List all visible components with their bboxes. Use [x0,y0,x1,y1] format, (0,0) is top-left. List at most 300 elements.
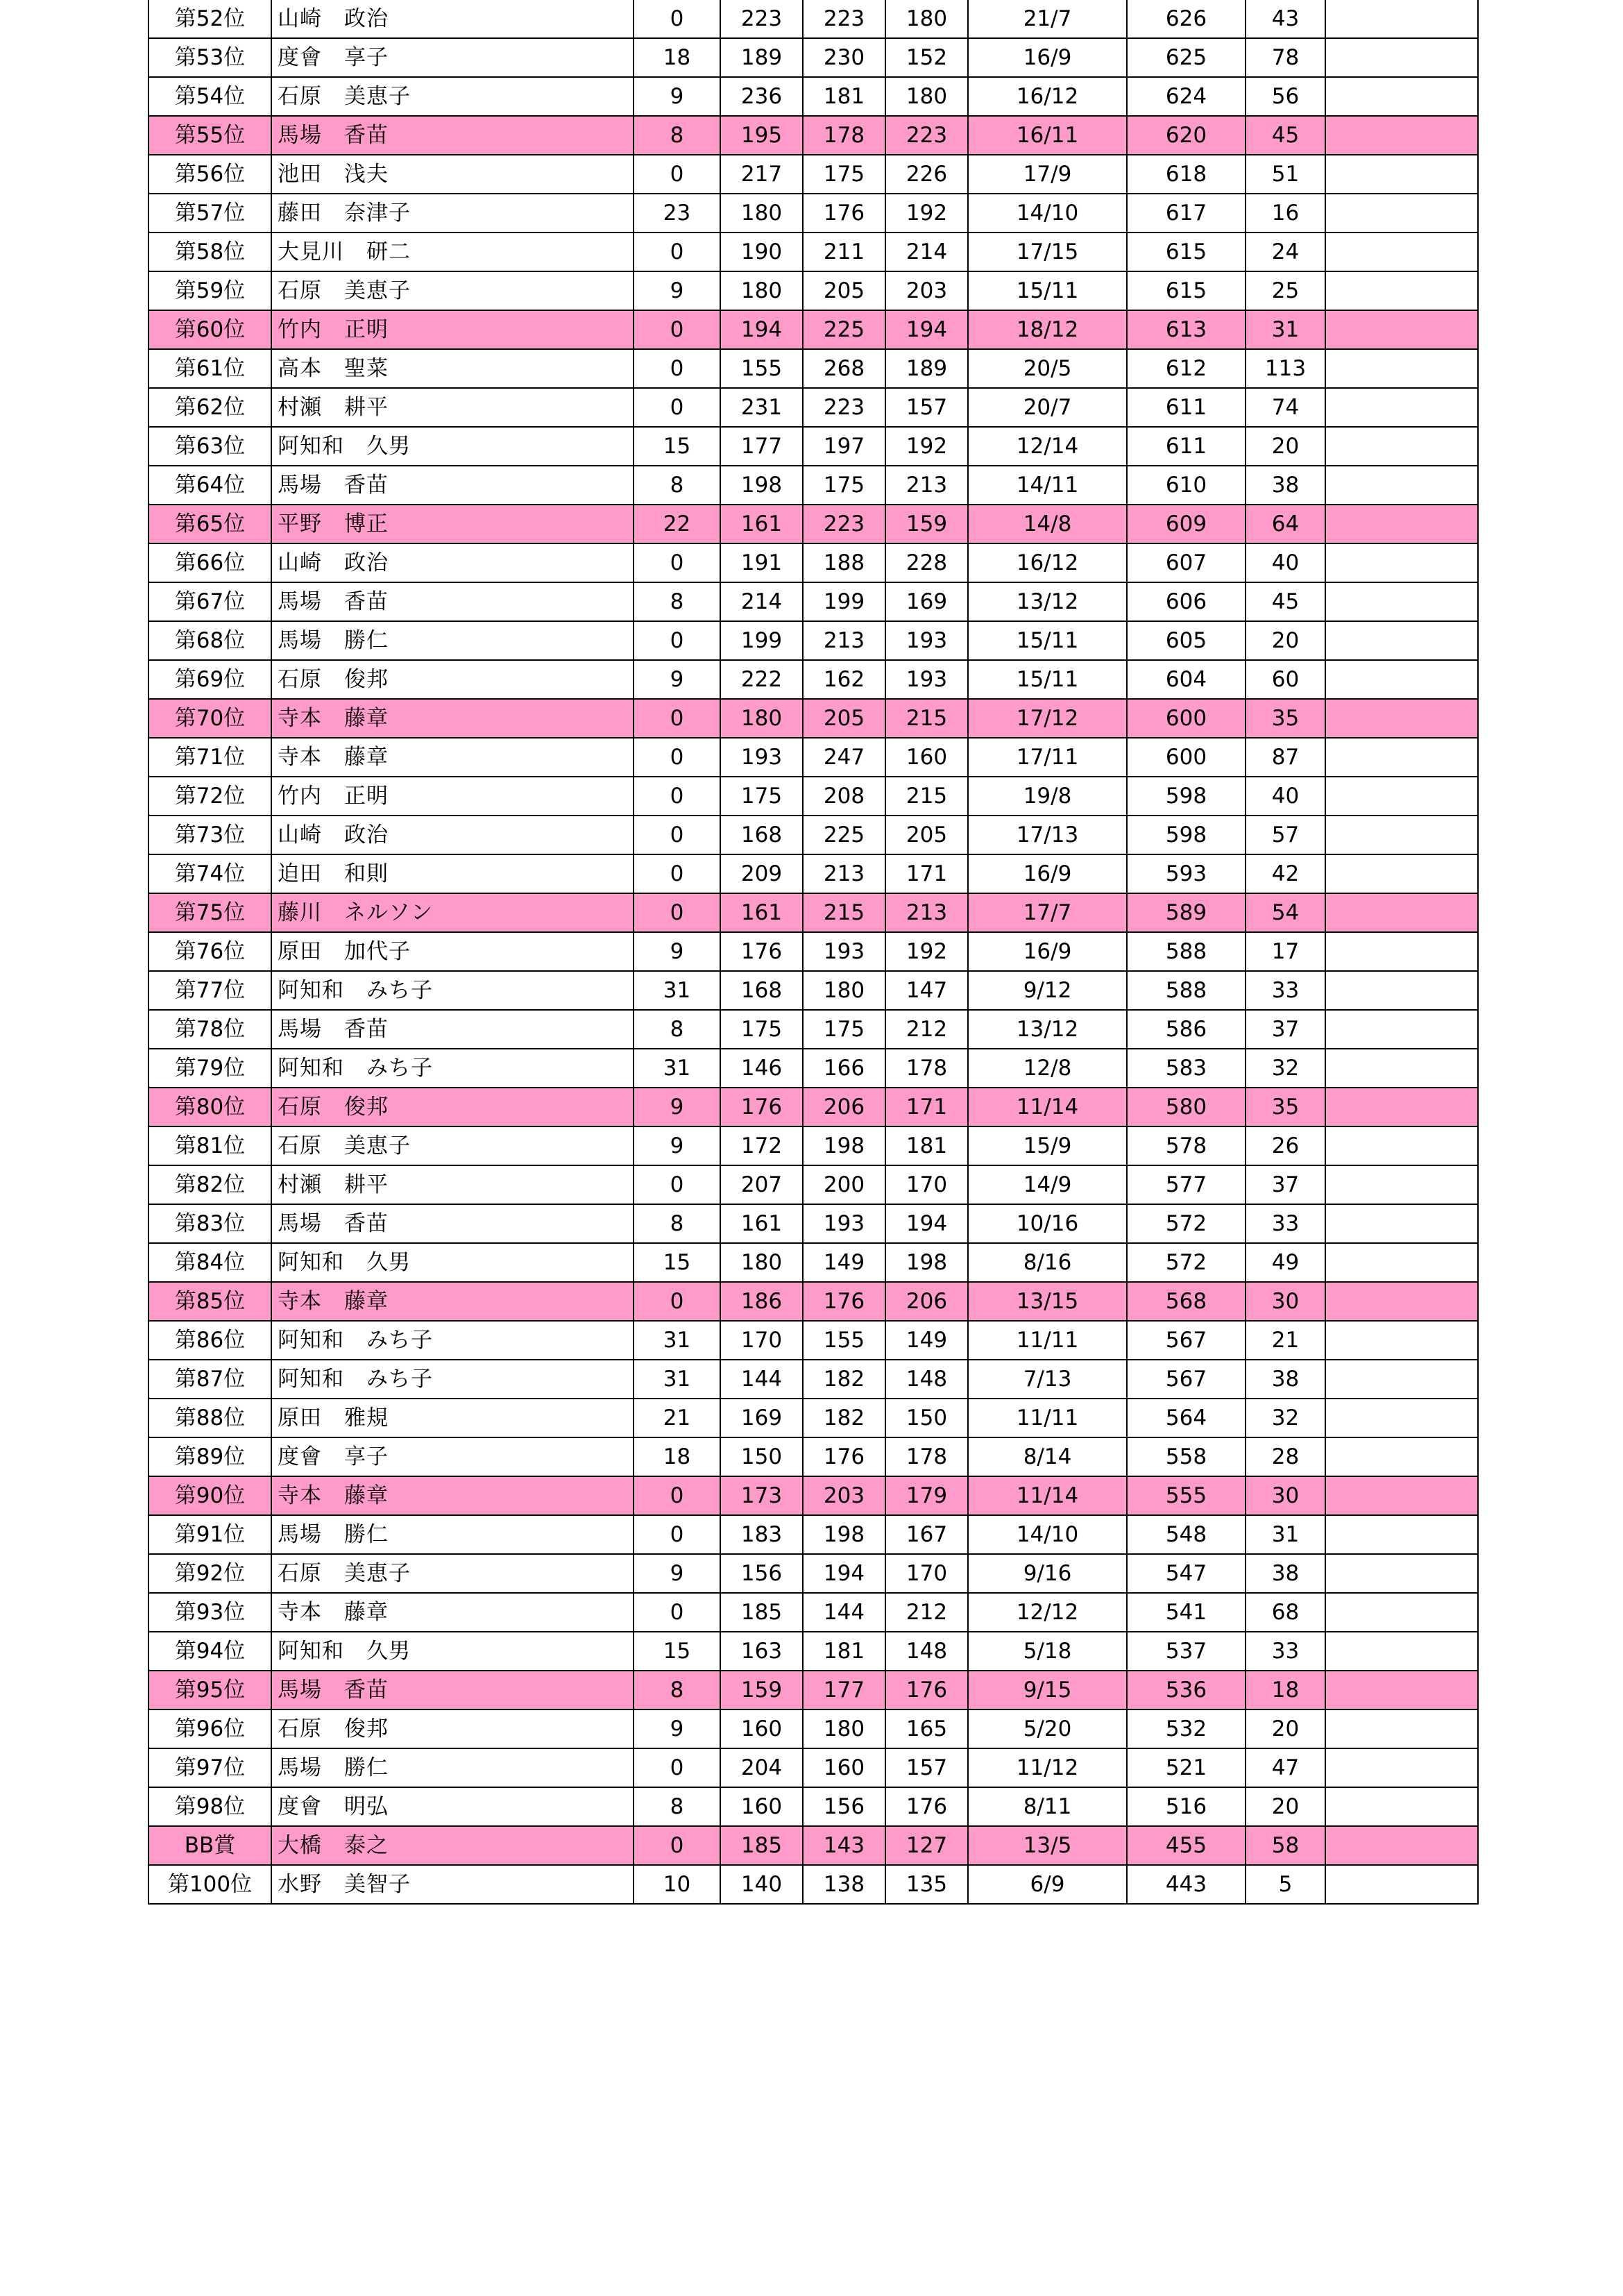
rank-cell: 第74位 [148,854,271,893]
high-low-diff-cell: 60 [1246,660,1325,699]
player-name-cell: 石原 美恵子 [271,271,634,310]
game3-score-cell: 176 [885,1787,968,1826]
game1-score-cell: 159 [720,1671,803,1710]
handicap-cell: 21 [634,1399,720,1437]
game2-score-cell: 175 [803,466,885,505]
remarks-cell [1325,349,1478,388]
rank-cell: 第73位 [148,816,271,854]
high-low-diff-cell: 20 [1246,427,1325,466]
game2-score-cell: 162 [803,660,885,699]
player-name-cell: 馬場 香苗 [271,116,634,155]
game3-score-cell: 159 [885,505,968,543]
game2-score-cell: 181 [803,1632,885,1671]
table-row [148,1748,1478,1787]
player-name-cell: 馬場 香苗 [271,1010,634,1049]
game3-score-cell: 165 [885,1710,968,1748]
game1-score-cell: 209 [720,854,803,893]
high-low-diff-cell: 40 [1246,777,1325,816]
game2-score-cell: 175 [803,1010,885,1049]
handicap-cell: 8 [634,582,720,621]
handicap-cell: 15 [634,1243,720,1282]
handicap-cell: 9 [634,1554,720,1593]
game3-score-cell: 213 [885,893,968,932]
handicap-cell: 9 [634,660,720,699]
player-name-cell: 大見川 研二 [271,233,634,271]
player-name-cell: 大橋 泰之 [271,1826,634,1865]
table-row [148,1399,1478,1437]
handicap-cell: 0 [634,1748,720,1787]
game1-score-cell: 180 [720,194,803,233]
high-low-diff-cell: 5 [1246,1865,1325,1904]
table-row [148,310,1478,349]
game1-score-cell: 173 [720,1476,803,1515]
table-row [148,1515,1478,1554]
rank-cell: 第71位 [148,738,271,777]
table-row [148,699,1478,738]
remarks-cell [1325,1593,1478,1632]
handicap-cell: 9 [634,932,720,971]
strike-spare-cell: 17/12 [968,699,1127,738]
high-low-diff-cell: 31 [1246,1515,1325,1554]
strike-spare-cell: 16/9 [968,38,1127,77]
strike-spare-cell: 14/8 [968,505,1127,543]
high-low-diff-cell: 37 [1246,1165,1325,1204]
strike-spare-cell: 18/12 [968,310,1127,349]
player-name-cell: 阿知和 みち子 [271,1049,634,1088]
total-score-cell: 589 [1127,893,1246,932]
game1-score-cell: 190 [720,233,803,271]
remarks-cell [1325,466,1478,505]
player-name-cell: 石原 俊邦 [271,1710,634,1748]
game1-score-cell: 214 [720,582,803,621]
remarks-cell [1325,1088,1478,1126]
high-low-diff-cell: 64 [1246,505,1325,543]
handicap-cell: 31 [634,971,720,1010]
high-low-diff-cell: 57 [1246,816,1325,854]
handicap-cell: 0 [634,854,720,893]
strike-spare-cell: 8/16 [968,1243,1127,1282]
table-row [148,427,1478,466]
strike-spare-cell: 5/18 [968,1632,1127,1671]
total-score-cell: 604 [1127,660,1246,699]
remarks-cell [1325,1710,1478,1748]
game2-score-cell: 215 [803,893,885,932]
game2-score-cell: 182 [803,1399,885,1437]
game2-score-cell: 156 [803,1787,885,1826]
high-low-diff-cell: 49 [1246,1243,1325,1282]
game3-score-cell: 170 [885,1165,968,1204]
player-name-cell: 石原 美恵子 [271,1554,634,1593]
remarks-cell [1325,660,1478,699]
rank-cell: 第52位 [148,0,271,38]
handicap-cell: 0 [634,1165,720,1204]
table-row [148,0,1478,38]
strike-spare-cell: 13/12 [968,582,1127,621]
table-row [148,1204,1478,1243]
rank-cell: 第62位 [148,388,271,427]
game3-score-cell: 228 [885,543,968,582]
strike-spare-cell: 12/12 [968,1593,1127,1632]
table-row [148,1710,1478,1748]
game1-score-cell: 168 [720,816,803,854]
table-row [148,1593,1478,1632]
handicap-cell: 0 [634,777,720,816]
handicap-cell: 8 [634,1787,720,1826]
player-name-cell: 石原 俊邦 [271,660,634,699]
player-name-cell: 度會 明弘 [271,1787,634,1826]
handicap-cell: 0 [634,816,720,854]
game3-score-cell: 149 [885,1321,968,1360]
rank-cell: BB賞 [148,1826,271,1865]
strike-spare-cell: 14/10 [968,194,1127,233]
game3-score-cell: 193 [885,621,968,660]
rank-cell: 第93位 [148,1593,271,1632]
total-score-cell: 567 [1127,1360,1246,1399]
strike-spare-cell: 7/13 [968,1360,1127,1399]
strike-spare-cell: 11/14 [968,1088,1127,1126]
remarks-cell [1325,582,1478,621]
rank-cell: 第92位 [148,1554,271,1593]
table-row [148,582,1478,621]
total-score-cell: 568 [1127,1282,1246,1321]
game1-score-cell: 222 [720,660,803,699]
table-row [148,1049,1478,1088]
remarks-cell [1325,1826,1478,1865]
player-name-cell: 寺本 藤章 [271,1593,634,1632]
rank-cell: 第95位 [148,1671,271,1710]
high-low-diff-cell: 20 [1246,1710,1325,1748]
high-low-diff-cell: 45 [1246,582,1325,621]
remarks-cell [1325,0,1478,38]
total-score-cell: 605 [1127,621,1246,660]
high-low-diff-cell: 58 [1246,1826,1325,1865]
table-row [148,816,1478,854]
game2-score-cell: 176 [803,1282,885,1321]
total-score-cell: 609 [1127,505,1246,543]
game1-score-cell: 175 [720,1010,803,1049]
handicap-cell: 8 [634,116,720,155]
rank-cell: 第61位 [148,349,271,388]
strike-spare-cell: 19/8 [968,777,1127,816]
table-row [148,777,1478,816]
total-score-cell: 600 [1127,699,1246,738]
rank-cell: 第60位 [148,310,271,349]
high-low-diff-cell: 87 [1246,738,1325,777]
handicap-cell: 31 [634,1360,720,1399]
table-row [148,971,1478,1010]
game3-score-cell: 171 [885,854,968,893]
game2-score-cell: 223 [803,388,885,427]
remarks-cell [1325,932,1478,971]
game2-score-cell: 206 [803,1088,885,1126]
rank-cell: 第70位 [148,699,271,738]
game3-score-cell: 160 [885,738,968,777]
player-name-cell: 村瀬 耕平 [271,1165,634,1204]
game3-score-cell: 214 [885,233,968,271]
table-row [148,505,1478,543]
total-score-cell: 625 [1127,38,1246,77]
game1-score-cell: 194 [720,310,803,349]
player-name-cell: 山崎 政治 [271,543,634,582]
table-row [148,543,1478,582]
remarks-cell [1325,38,1478,77]
rank-cell: 第63位 [148,427,271,466]
rank-cell: 第84位 [148,1243,271,1282]
table-row [148,854,1478,893]
game3-score-cell: 148 [885,1632,968,1671]
game1-score-cell: 193 [720,738,803,777]
game3-score-cell: 170 [885,1554,968,1593]
table-row [148,1476,1478,1515]
game1-score-cell: 150 [720,1437,803,1476]
total-score-cell: 572 [1127,1204,1246,1243]
total-score-cell: 611 [1127,388,1246,427]
game1-score-cell: 168 [720,971,803,1010]
rank-cell: 第78位 [148,1010,271,1049]
total-score-cell: 610 [1127,466,1246,505]
handicap-cell: 0 [634,0,720,38]
rank-cell: 第58位 [148,233,271,271]
remarks-cell [1325,816,1478,854]
table-row [148,621,1478,660]
game1-score-cell: 161 [720,1204,803,1243]
handicap-cell: 22 [634,505,720,543]
high-low-diff-cell: 32 [1246,1049,1325,1088]
game2-score-cell: 230 [803,38,885,77]
table-row [148,1243,1478,1282]
game2-score-cell: 211 [803,233,885,271]
strike-spare-cell: 17/13 [968,816,1127,854]
rank-cell: 第88位 [148,1399,271,1437]
rank-cell: 第72位 [148,777,271,816]
handicap-cell: 9 [634,1126,720,1165]
rank-cell: 第79位 [148,1049,271,1088]
total-score-cell: 443 [1127,1865,1246,1904]
handicap-cell: 15 [634,427,720,466]
player-name-cell: 藤川 ネルソン [271,893,634,932]
remarks-cell [1325,1282,1478,1321]
game1-score-cell: 207 [720,1165,803,1204]
game1-score-cell: 198 [720,466,803,505]
high-low-diff-cell: 42 [1246,854,1325,893]
total-score-cell: 541 [1127,1593,1246,1632]
high-low-diff-cell: 51 [1246,155,1325,194]
total-score-cell: 613 [1127,310,1246,349]
total-score-cell: 593 [1127,854,1246,893]
strike-spare-cell: 16/12 [968,543,1127,582]
game1-score-cell: 161 [720,505,803,543]
remarks-cell [1325,1243,1478,1282]
table-row [148,932,1478,971]
results-table [148,0,1479,1905]
remarks-cell [1325,233,1478,271]
high-low-diff-cell: 32 [1246,1399,1325,1437]
player-name-cell: 馬場 勝仁 [271,621,634,660]
strike-spare-cell: 20/5 [968,349,1127,388]
strike-spare-cell: 8/11 [968,1787,1127,1826]
game3-score-cell: 157 [885,388,968,427]
table-row [148,349,1478,388]
game2-score-cell: 205 [803,271,885,310]
rank-cell: 第68位 [148,621,271,660]
game3-score-cell: 212 [885,1593,968,1632]
player-name-cell: 寺本 藤章 [271,1476,634,1515]
table-row [148,77,1478,116]
strike-spare-cell: 10/16 [968,1204,1127,1243]
high-low-diff-cell: 113 [1246,349,1325,388]
remarks-cell [1325,1010,1478,1049]
strike-spare-cell: 6/9 [968,1865,1127,1904]
rank-cell: 第89位 [148,1437,271,1476]
remarks-cell [1325,699,1478,738]
game1-score-cell: 156 [720,1554,803,1593]
game3-score-cell: 169 [885,582,968,621]
game3-score-cell: 180 [885,77,968,116]
game2-score-cell: 178 [803,116,885,155]
game3-score-cell: 215 [885,777,968,816]
handicap-cell: 15 [634,1632,720,1671]
game1-score-cell: 177 [720,427,803,466]
strike-spare-cell: 21/7 [968,0,1127,38]
player-name-cell: 竹内 正明 [271,777,634,816]
total-score-cell: 588 [1127,932,1246,971]
total-score-cell: 583 [1127,1049,1246,1088]
game1-score-cell: 180 [720,271,803,310]
game2-score-cell: 225 [803,816,885,854]
game3-score-cell: 215 [885,699,968,738]
high-low-diff-cell: 25 [1246,271,1325,310]
total-score-cell: 598 [1127,777,1246,816]
high-low-diff-cell: 47 [1246,1748,1325,1787]
handicap-cell: 31 [634,1049,720,1088]
game1-score-cell: 191 [720,543,803,582]
strike-spare-cell: 11/12 [968,1748,1127,1787]
game1-score-cell: 223 [720,0,803,38]
total-score-cell: 532 [1127,1710,1246,1748]
handicap-cell: 0 [634,1282,720,1321]
player-name-cell: 阿知和 久男 [271,1243,634,1282]
game2-score-cell: 143 [803,1826,885,1865]
game3-score-cell: 178 [885,1437,968,1476]
total-score-cell: 580 [1127,1088,1246,1126]
game3-score-cell: 181 [885,1126,968,1165]
remarks-cell [1325,505,1478,543]
game1-score-cell: 186 [720,1282,803,1321]
remarks-cell [1325,388,1478,427]
high-low-diff-cell: 21 [1246,1321,1325,1360]
total-score-cell: 600 [1127,738,1246,777]
table-row [148,271,1478,310]
table-row [148,1126,1478,1165]
high-low-diff-cell: 37 [1246,1010,1325,1049]
table-row [148,116,1478,155]
rank-cell: 第90位 [148,1476,271,1515]
total-score-cell: 624 [1127,77,1246,116]
table-row [148,194,1478,233]
remarks-cell [1325,1321,1478,1360]
rank-cell: 第91位 [148,1515,271,1554]
player-name-cell: 水野 美智子 [271,1865,634,1904]
strike-spare-cell: 12/14 [968,427,1127,466]
game1-score-cell: 176 [720,932,803,971]
game3-score-cell: 194 [885,1204,968,1243]
game1-score-cell: 175 [720,777,803,816]
rank-cell: 第56位 [148,155,271,194]
game2-score-cell: 247 [803,738,885,777]
high-low-diff-cell: 43 [1246,0,1325,38]
handicap-cell: 0 [634,699,720,738]
high-low-diff-cell: 16 [1246,194,1325,233]
strike-spare-cell: 11/11 [968,1321,1127,1360]
game1-score-cell: 172 [720,1126,803,1165]
player-name-cell: 村瀬 耕平 [271,388,634,427]
strike-spare-cell: 9/15 [968,1671,1127,1710]
game1-score-cell: 160 [720,1710,803,1748]
total-score-cell: 537 [1127,1632,1246,1671]
game1-score-cell: 163 [720,1632,803,1671]
high-low-diff-cell: 33 [1246,1204,1325,1243]
total-score-cell: 455 [1127,1826,1246,1865]
remarks-cell [1325,1437,1478,1476]
remarks-cell [1325,116,1478,155]
total-score-cell: 617 [1127,194,1246,233]
total-score-cell: 578 [1127,1126,1246,1165]
game3-score-cell: 150 [885,1399,968,1437]
remarks-cell [1325,1399,1478,1437]
player-name-cell: 寺本 藤章 [271,738,634,777]
game2-score-cell: 200 [803,1165,885,1204]
game2-score-cell: 194 [803,1554,885,1593]
game1-score-cell: 236 [720,77,803,116]
game3-score-cell: 198 [885,1243,968,1282]
strike-spare-cell: 16/12 [968,77,1127,116]
table-row [148,1671,1478,1710]
game3-score-cell: 176 [885,1671,968,1710]
remarks-cell [1325,1204,1478,1243]
player-name-cell: 阿知和 みち子 [271,971,634,1010]
player-name-cell: 山崎 政治 [271,816,634,854]
rank-cell: 第100位 [148,1865,271,1904]
results-body [148,0,1478,1904]
player-name-cell: 石原 俊邦 [271,1088,634,1126]
game1-score-cell: 155 [720,349,803,388]
handicap-cell: 18 [634,1437,720,1476]
remarks-cell [1325,1748,1478,1787]
high-low-diff-cell: 33 [1246,971,1325,1010]
player-name-cell: 阿知和 みち子 [271,1321,634,1360]
player-name-cell: 馬場 勝仁 [271,1748,634,1787]
total-score-cell: 567 [1127,1321,1246,1360]
remarks-cell [1325,1787,1478,1826]
high-low-diff-cell: 38 [1246,466,1325,505]
table-row [148,388,1478,427]
game1-score-cell: 180 [720,699,803,738]
remarks-cell [1325,310,1478,349]
total-score-cell: 612 [1127,349,1246,388]
player-name-cell: 原田 加代子 [271,932,634,971]
strike-spare-cell: 9/16 [968,1554,1127,1593]
game3-score-cell: 152 [885,38,968,77]
rank-cell: 第54位 [148,77,271,116]
table-row [148,1165,1478,1204]
total-score-cell: 615 [1127,233,1246,271]
remarks-cell [1325,854,1478,893]
strike-spare-cell: 16/9 [968,854,1127,893]
handicap-cell: 0 [634,621,720,660]
high-low-diff-cell: 38 [1246,1360,1325,1399]
rank-cell: 第75位 [148,893,271,932]
high-low-diff-cell: 54 [1246,893,1325,932]
